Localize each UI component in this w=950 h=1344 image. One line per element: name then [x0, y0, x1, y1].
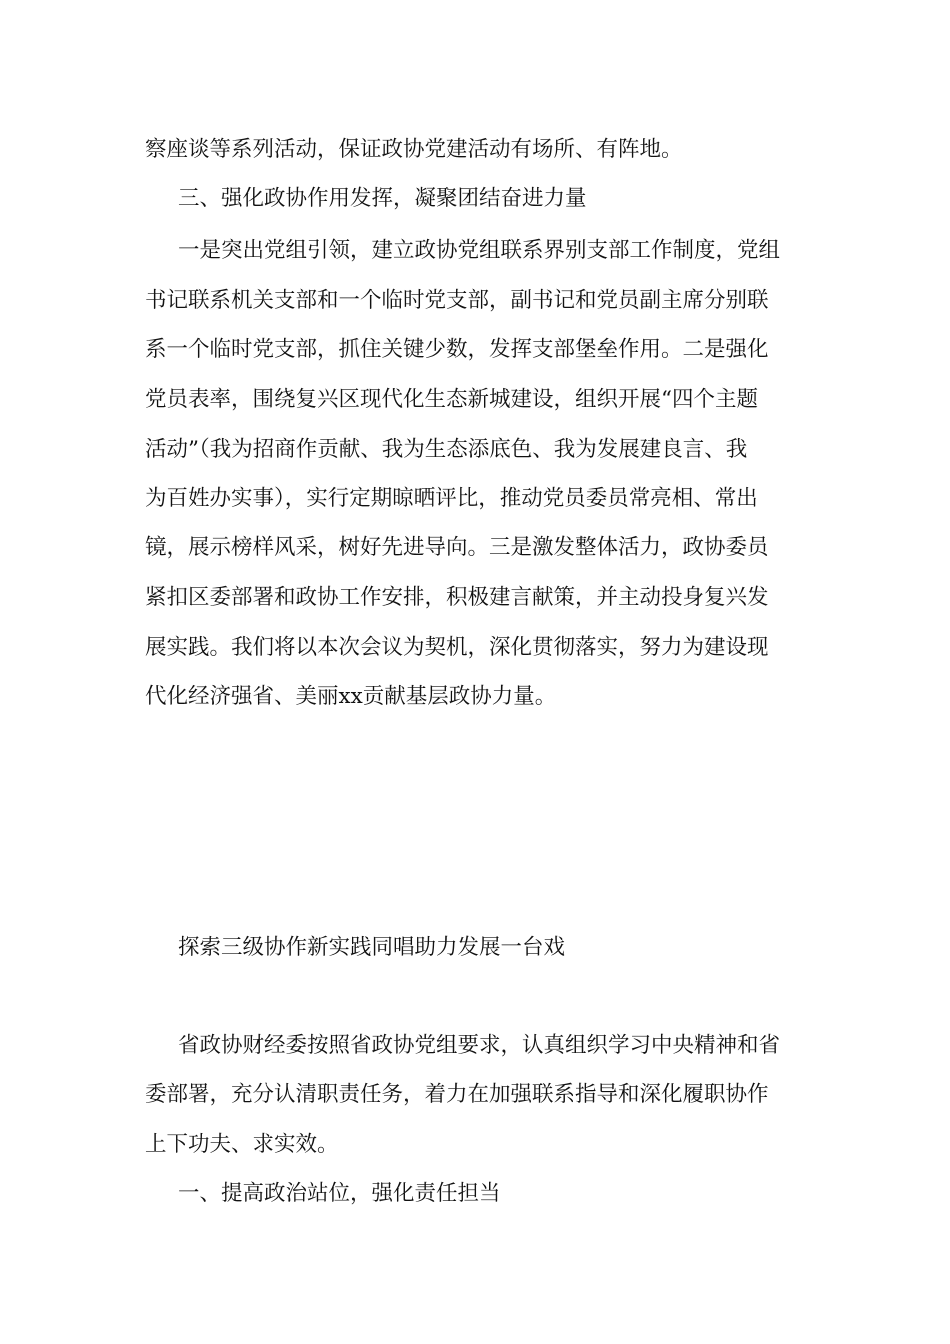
text-line: 系一个临时党支部，抓住关键少数，发挥支部堡垒作用。二是强化 — [145, 337, 769, 362]
text-line: 为百姓办实事），实行定期晾晒评比，推动党员委员常亮相、常出 — [145, 486, 758, 511]
text-line: 紧扣区委部署和政协工作安排，积极建言献策，并主动投身复兴发 — [145, 585, 769, 610]
section-heading: 一、提高政治站位，强化责任担当 — [178, 1181, 501, 1206]
text-line: 一是突出党组引领，建立政协党组联系界别支部工作制度，党组 — [178, 238, 781, 263]
article-title: 探索三级协作新实践同唱助力发展一台戏 — [178, 935, 566, 960]
text-line: 展实践。我们将以本次会议为契机，深化贯彻落实，努力为建设现 — [145, 635, 769, 660]
text-line: 书记联系机关支部和一个临时党支部，副书记和党员副主席分别联 — [145, 288, 769, 313]
text-line: 上下功夫、求实效。 — [145, 1132, 339, 1157]
text-line: 省政协财经委按照省政协党组要求，认真组织学习中央精神和省 — [178, 1033, 781, 1058]
section-heading: 三、强化政协作用发挥，凝聚团结奋进力量 — [178, 186, 587, 211]
text-line: 代化经济强省、美丽xx贡献基层政协力量。 — [145, 684, 557, 709]
text-line: 镜，展示榜样风采，树好先进导向。三是激发整体活力，政协委员 — [145, 535, 769, 560]
text-line: 委部署，充分认清职责任务，着力在加强联系指导和深化履职协作 — [145, 1082, 769, 1107]
text-line: 活动”（我为招商作贡献、我为生态添底色、我为发展建良言、我 — [145, 437, 748, 462]
text-line: 察座谈等系列活动，保证政协党建活动有场所、有阵地。 — [145, 137, 683, 162]
text-line: 党员表率，围绕复兴区现代化生态新城建设，组织开展“四个主题 — [145, 387, 758, 412]
